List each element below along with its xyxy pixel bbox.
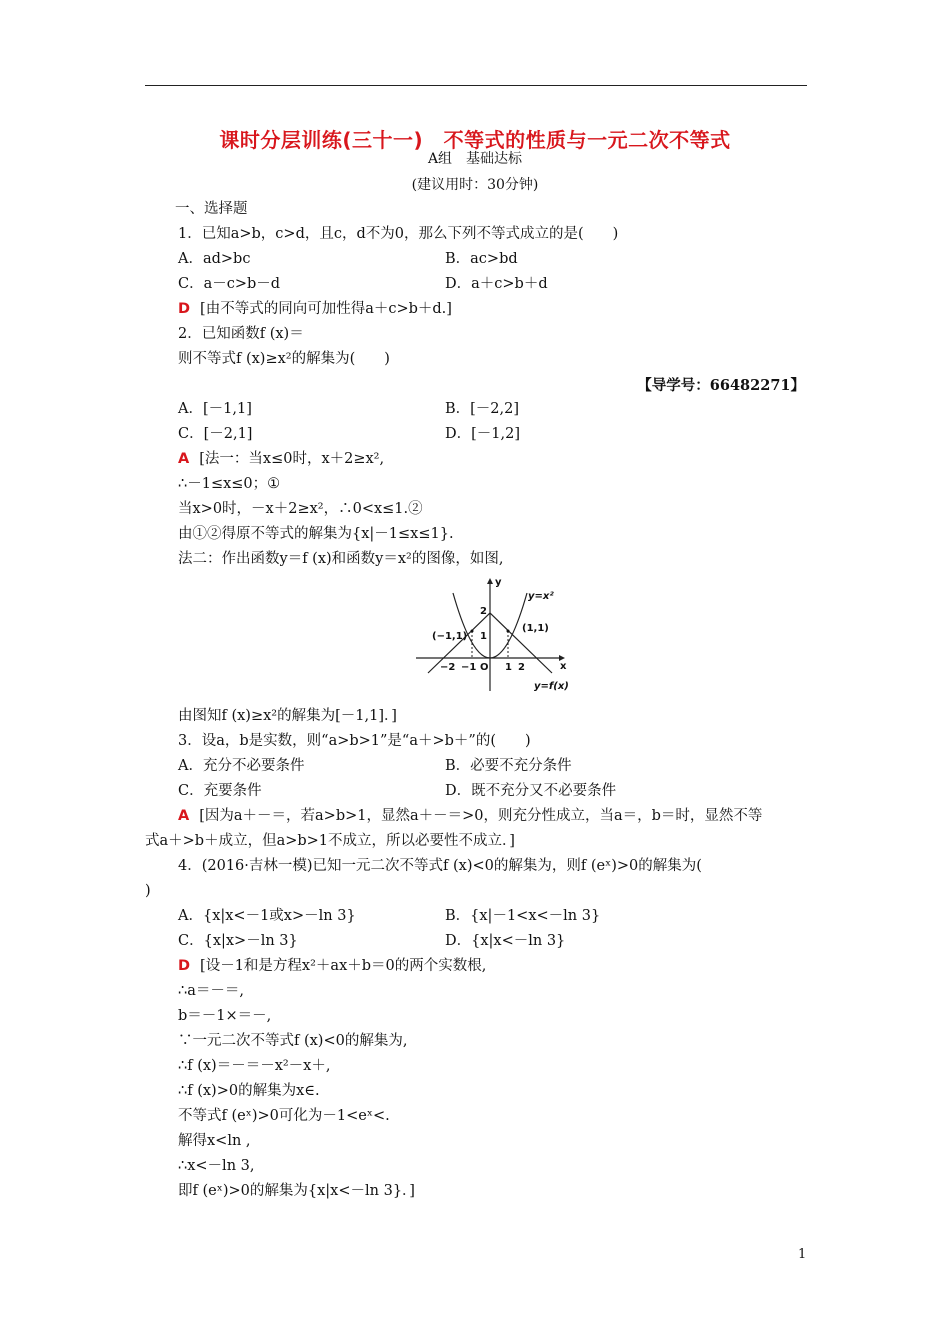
function-graph-figure [410, 573, 572, 695]
q3-solution-line-2: 式a＋>b＋成立，但a>b>1不成立，所以必要性不成立．] [145, 833, 515, 849]
q4-stem: 4．(2016·吉林一模)已知一元二次不等式f (x)<0的解集为，则f (eˣ)>0的解集为( [178, 858, 702, 874]
q1-solution [178, 299, 452, 319]
q3-option-a: A．充分不必要条件 [178, 758, 305, 774]
point-right [507, 630, 510, 633]
q4-option-d: D．{x|x<－ln 3} [445, 933, 566, 949]
q1-explain: [由不等式的同向可加性得a＋c>b＋d.] [200, 301, 452, 317]
q4-explain-1: [设－1和是方程x²＋ax＋b＝0的两个实数根, [200, 958, 487, 974]
q4-solution-line-9: ∴x<－ln 3, [178, 1158, 255, 1174]
q2-option-d: D．[－1,2] [445, 426, 520, 442]
q1-option-c: C．a－c>b－d [178, 276, 281, 292]
q4-solution-line-8: 解得x<ln , [178, 1133, 251, 1149]
q4-solution-line-3: b＝－1×＝－, [178, 1008, 272, 1024]
point-left-label: (−1,1) [432, 631, 468, 642]
q2-option-c: C．[－2,1] [178, 426, 253, 442]
guide-number: 【导学号：66482271】 [637, 377, 805, 394]
tick-x-minus-1: −1 [461, 662, 477, 673]
tick-y-1: 1 [480, 631, 487, 642]
page-title: 课时分层训练(三十一) 不等式的性质与一元二次不等式 [219, 128, 731, 152]
header-rule [145, 85, 807, 86]
q1-stem: 1．已知a>b，c>d，且c，d不为0，那么下列不等式成立的是( ) [178, 226, 619, 242]
q4-solution-line-10: 即f (eˣ)>0的解集为{x|x<－ln 3}．] [178, 1183, 415, 1199]
section-heading: 一、选择题 [175, 201, 248, 217]
origin-label: O [480, 662, 489, 673]
tick-x-1: 1 [505, 662, 512, 673]
q3-solution-line-1 [178, 806, 762, 826]
q4-solution-line-6: ∴f (x)>0的解集为x∈. [178, 1083, 320, 1099]
q1-answer: D [178, 301, 191, 317]
q1-option-a: A．ad>bc [178, 251, 251, 267]
q4-option-a: A．{x|x<－1或x>－ln 3} [178, 908, 356, 924]
page-number: 1 [798, 1247, 807, 1262]
y-axis-arrow-icon [487, 578, 493, 584]
parabola-label: y=x² [528, 591, 554, 602]
q4-stem-2: ) [145, 883, 151, 899]
tick-x-minus-2: −2 [440, 662, 456, 673]
point-left [471, 630, 474, 633]
q2-option-b: B．[－2,2] [445, 401, 520, 417]
q2-solution-line-1 [178, 449, 384, 469]
q4-answer: D [178, 958, 191, 974]
x-axis-label: x [560, 661, 567, 672]
q2-stem-2: 则不等式f (x)≥x²的解集为( ) [178, 351, 390, 367]
y-axis-label: y [495, 577, 502, 588]
q4-solution-line-4: ∵一元二次不等式f (x)<0的解集为, [178, 1033, 408, 1049]
q4-solution-line-2: ∴a＝－＝, [178, 983, 244, 999]
q2-solution-line-4: 由①②得原不等式的解集为{x|－1≤x≤1}. [178, 526, 454, 542]
q4-solution-line-1 [178, 956, 486, 976]
q2-solution-line-5: 法二：作出函数y＝f (x)和函数y＝x²的图像，如图, [178, 551, 504, 567]
q3-option-c: C．充要条件 [178, 783, 262, 799]
time-hint: (建议用时：30分钟) [411, 177, 539, 193]
q2-explain-1: [法一：当x≤0时，x＋2≥x², [199, 451, 385, 467]
q3-answer: A [178, 808, 190, 824]
group-heading: A组 基础达标 [427, 151, 523, 167]
q4-solution-line-5: ∴f (x)＝－＝－x²－x＋, [178, 1058, 331, 1074]
q1-option-b: B．ac>bd [445, 251, 518, 267]
q4-solution-line-7: 不等式f (eˣ)>0可化为－1<eˣ<. [178, 1108, 390, 1124]
q2-stem: 2．已知函数f (x)＝ [178, 326, 304, 342]
q3-option-b: B．必要不充分条件 [445, 758, 572, 774]
tick-y-2: 2 [480, 606, 487, 617]
q4-option-b: B．{x|－1<x<－ln 3} [445, 908, 601, 924]
q3-option-d: D．既不充分又不必要条件 [445, 783, 617, 799]
fx-label: y=f(x) [534, 681, 569, 692]
q3-stem: 3．设a，b是实数，则“a>b>1”是“a＋>b＋”的( ) [178, 733, 531, 749]
q2-answer: A [178, 451, 190, 467]
q3-explain-1: [因为a＋－＝，若a>b>1，显然a＋－＝>0，则充分性成立，当a＝，b＝时，显然不等 [199, 808, 763, 824]
point-right-label: (1,1) [522, 623, 549, 634]
q2-solution-line-6: 由图知f (x)≥x²的解集为[－1,1]．] [178, 708, 397, 724]
tick-x-2: 2 [518, 662, 525, 673]
q1-option-d: D．a＋c>b＋d [445, 276, 548, 292]
q2-solution-line-3: 当x>0时，－x＋2≥x²，∴0<x≤1.② [178, 501, 423, 517]
q2-solution-line-2: ∴－1≤x≤0；① [178, 476, 281, 492]
q4-option-c: C．{x|x>－ln 3} [178, 933, 298, 949]
q2-option-a: A．[－1,1] [178, 401, 252, 417]
